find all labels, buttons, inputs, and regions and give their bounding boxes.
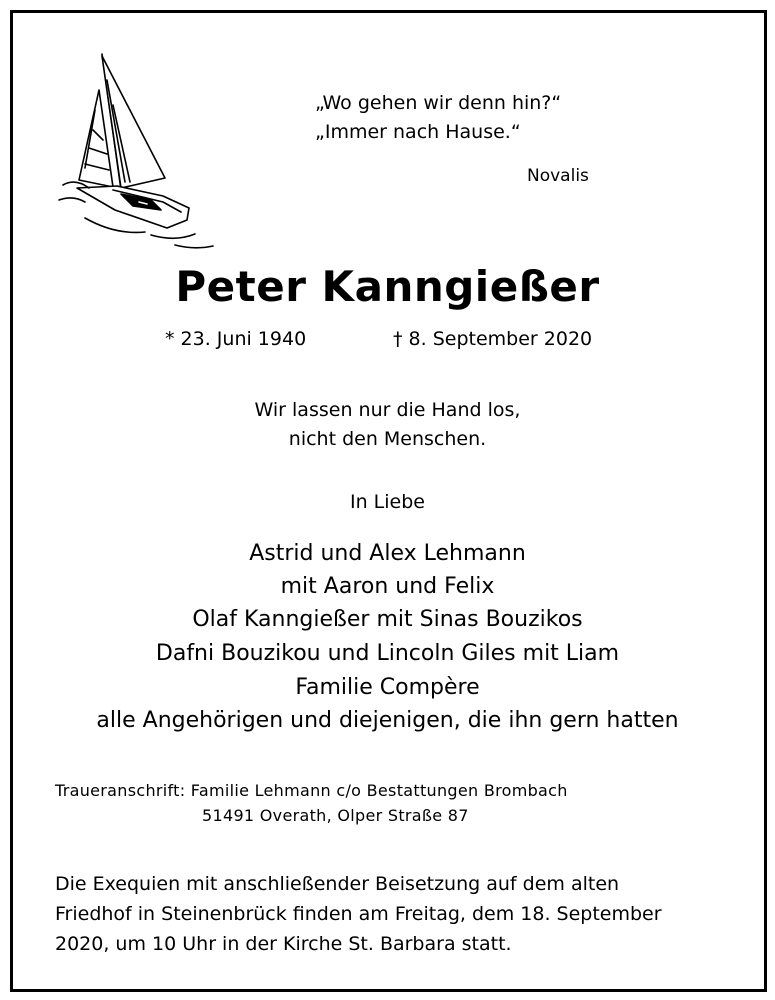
funeral-info-line-1: Die Exequien mit anschließender Beisetzung auf dem alten [55,873,620,895]
birth-date: * 23. Juni 1940 [165,328,307,350]
mourner-line: Astrid und Alex Lehmann [249,541,526,566]
in-love-heading: In Liebe [350,491,425,513]
mourner-line: Familie Compère [295,675,480,700]
sailboat-icon [55,50,220,250]
mourner-line: mit Aaron und Felix [280,574,495,599]
quote-line-2: „Immer nach Hause.“ [315,121,521,143]
funeral-info-line-3: 2020, um 10 Uhr in der Kirche St. Barbara statt. [55,933,512,955]
death-date: † 8. September 2020 [393,328,593,350]
funeral-info-line-2: Friedhof in Steinenbrück finden am Freitag, dem 18. September [55,903,662,925]
mourner-line: Dafni Bouzikou und Lincoln Giles mit Liam [155,641,620,666]
mourner-line: Olaf Kanngießer mit Sinas Bouzikos [192,607,583,632]
mourning-address-line-2: 51491 Overath, Olper Straße 87 [202,806,469,825]
verse-line-1: Wir lassen nur die Hand los, [254,399,521,421]
quote-line-1: „Wo gehen wir denn hin?“ [315,92,562,114]
mourning-address-line-1: Traueranschrift: Familie Lehmann c/o Bestattungen Brombach [55,781,568,800]
deceased-name: Peter Kanngießer [175,262,600,311]
quote-author: Novalis [527,166,589,186]
verse-line-2: nicht den Menschen. [288,428,487,450]
mourner-line: alle Angehörigen und diejenigen, die ihn gern hatten [96,708,679,733]
